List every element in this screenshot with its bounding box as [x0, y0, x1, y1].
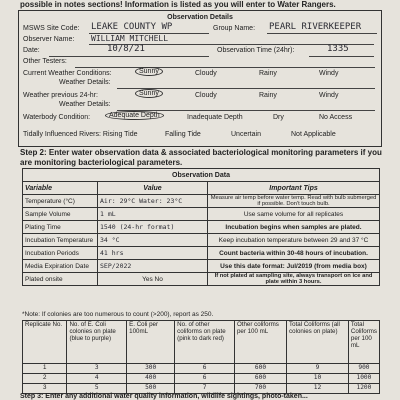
replicate-table — [22, 320, 380, 394]
table-row — [23, 374, 380, 384]
rep-cell: 1 — [23, 364, 67, 374]
rep-header: E. Coli per 100mL — [127, 321, 175, 364]
rep-cell[interactable]: 700 — [234, 384, 286, 394]
current-weather-rainy[interactable]: Rainy — [259, 70, 277, 77]
obs-row-plated-onsite — [23, 273, 380, 286]
rep-cell: 2 — [23, 374, 67, 384]
weather-details-label-1: Weather Details: — [59, 79, 111, 86]
rep-cell[interactable]: 6 — [175, 374, 235, 384]
rep-cell[interactable]: 6 — [175, 364, 235, 374]
table-row — [23, 384, 380, 394]
waterbody-condition-label: Waterbody Condition: — [23, 114, 91, 121]
observation-data-table — [22, 168, 380, 286]
rep-cell[interactable]: 12 — [287, 384, 349, 394]
rep-cell[interactable]: 1000 — [348, 374, 379, 384]
obs-value[interactable]: Air: 29°C Water: 23°C — [98, 195, 208, 208]
other-testers-label: Other Testers: — [23, 58, 67, 65]
observer-name-value[interactable]: WILLIAM MITCHELL — [91, 34, 169, 43]
rep-cell[interactable]: 500 — [127, 384, 175, 394]
rep-cell[interactable]: 5 — [67, 384, 127, 394]
obs-variable: Incubation Temperature — [23, 234, 98, 247]
rep-cell[interactable]: 400 — [127, 374, 175, 384]
observation-time-value[interactable]: 1335 — [327, 44, 349, 54]
obs-value[interactable]: Yes No — [98, 273, 208, 286]
obs-variable: Temperature (°C) — [23, 195, 98, 208]
obs-tip: If not plated at sampling site, always transport on ice and plate within 3 hours. — [208, 273, 380, 286]
obs-tip: Use this date format: Jul/2019 (from media box) — [208, 260, 380, 273]
obs-tip: Incubation begins when samples are plated. — [208, 221, 380, 234]
obs-tip: Measure air temp before water temp. Read with bulb submerged if possible. Don't touch bulb. — [208, 195, 380, 208]
rep-cell[interactable]: 1200 — [348, 384, 379, 394]
obs-variable: Incubation Periods — [23, 247, 98, 260]
banner-text: possible in notes sections! Information is listed as you will enter to Water Rangers. — [20, 0, 336, 9]
weather-details-label-2: Weather Details: — [59, 101, 111, 108]
rep-cell[interactable]: 600 — [234, 374, 286, 384]
observer-name-label: Observer Name: — [23, 36, 75, 43]
obs-header-value: Value — [98, 182, 208, 195]
prev-weather-sunny[interactable]: Sunny — [135, 89, 163, 98]
tidal-label: Tidally Influenced Rivers: Rising Tide — [23, 131, 138, 138]
rep-header: Replicate No. — [23, 321, 67, 364]
rep-cell[interactable]: 10 — [287, 374, 349, 384]
tidal-uncertain[interactable]: Uncertain — [231, 131, 261, 138]
obs-row-incubation-temperature — [23, 234, 380, 247]
date-label: Date: — [23, 47, 40, 54]
rep-header: No. of other coliforms on plate (pink to dark red) — [175, 321, 235, 364]
step3-instructions: Step 3: Enter any additional water quality information, wildlife sightings, photo-taken... — [20, 393, 308, 400]
prev-weather-rainy[interactable]: Rainy — [259, 92, 277, 99]
obs-row-plating-time — [23, 221, 380, 234]
step2-instructions: Step 2: Enter water observation data & associated bacteriological monitoring parameters if you are monitoring bacteriological parameters. — [20, 148, 382, 167]
obs-value[interactable]: 1540 (24-hr format) — [98, 221, 208, 234]
obs-header-tips: Important Tips — [208, 182, 380, 195]
obs-value[interactable]: 41 hrs — [98, 247, 208, 260]
rep-cell[interactable]: 9 — [287, 364, 349, 374]
obs-tip: Count bacteria within 30-48 hours of incubation. — [208, 247, 380, 260]
current-weather-windy[interactable]: Windy — [319, 70, 339, 77]
rep-header: No. of E. Coli colonies on plate (blue to purple) — [67, 321, 127, 364]
obs-value[interactable]: 1 mL — [98, 208, 208, 221]
obs-variable: Media Expiration Date — [23, 260, 98, 273]
prev-weather-windy[interactable]: Windy — [319, 92, 339, 99]
waterbody-no-access[interactable]: No Access — [319, 114, 353, 121]
obs-value[interactable]: SEP/2022 — [98, 260, 208, 273]
obs-row-media-expiration — [23, 260, 380, 273]
rep-cell[interactable]: 3 — [67, 364, 127, 374]
obs-table-title: Observation Data — [23, 169, 380, 182]
prev-weather-cloudy[interactable]: Cloudy — [195, 92, 217, 99]
rep-header: Other coliforms per 100 mL — [234, 321, 286, 364]
rep-cell: 3 — [23, 384, 67, 394]
waterbody-dry[interactable]: Dry — [273, 114, 284, 121]
obs-tip: Use same volume for all replicates — [208, 208, 380, 221]
colonies-note: *Note: If colonies are too numerous to count (>200), report as 250. — [22, 311, 214, 318]
group-name-value[interactable]: PEARL RIVERKEEPER — [269, 22, 362, 32]
current-weather-cloudy[interactable]: Cloudy — [195, 70, 217, 77]
date-value[interactable]: 10/8/21 — [107, 44, 145, 54]
obs-tip: Keep incubation temperature between 29 and 37 °C — [208, 234, 380, 247]
rep-cell[interactable]: 900 — [348, 364, 379, 374]
obs-variable: Plating Time — [23, 221, 98, 234]
group-name-label: Group Name: — [213, 25, 256, 32]
obs-value[interactable]: 34 °C — [98, 234, 208, 247]
tidal-falling[interactable]: Falling Tide — [165, 131, 201, 138]
obs-variable: Plated onsite — [23, 273, 98, 286]
site-code-label: MSWS Site Code: — [23, 25, 80, 32]
waterbody-inadequate-depth[interactable]: Inadequate Depth — [187, 114, 243, 121]
observation-time-label: Observation Time (24hr): — [217, 47, 295, 54]
obs-row-incubation-periods — [23, 247, 380, 260]
rep-header: Total Coliforms per 100 mL — [348, 321, 379, 364]
observation-details-section — [18, 10, 382, 147]
obs-variable: Sample Volume — [23, 208, 98, 221]
site-code-value[interactable]: LEAKE COUNTY WP — [91, 22, 173, 32]
table-row — [23, 364, 380, 374]
waterbody-adequate-depth[interactable]: Adequate Depth — [105, 111, 164, 120]
obs-row-temperature — [23, 195, 380, 208]
obs-header-variable: Variable — [23, 182, 98, 195]
observation-details-title: Observation Details — [167, 14, 233, 21]
rep-header: Total Coliforms (all colonies on plate) — [287, 321, 349, 364]
rep-cell[interactable]: 4 — [67, 374, 127, 384]
rep-cell[interactable]: 600 — [234, 364, 286, 374]
rep-cell[interactable]: 7 — [175, 384, 235, 394]
obs-row-sample-volume — [23, 208, 380, 221]
weather-prev-label: Weather previous 24-hr: — [23, 92, 98, 99]
current-weather-label: Current Weather Conditions: — [23, 70, 112, 77]
current-weather-sunny[interactable]: Sunny — [135, 67, 163, 76]
rep-cell[interactable]: 300 — [127, 364, 175, 374]
tidal-not-applicable[interactable]: Not Applicable — [291, 131, 336, 138]
